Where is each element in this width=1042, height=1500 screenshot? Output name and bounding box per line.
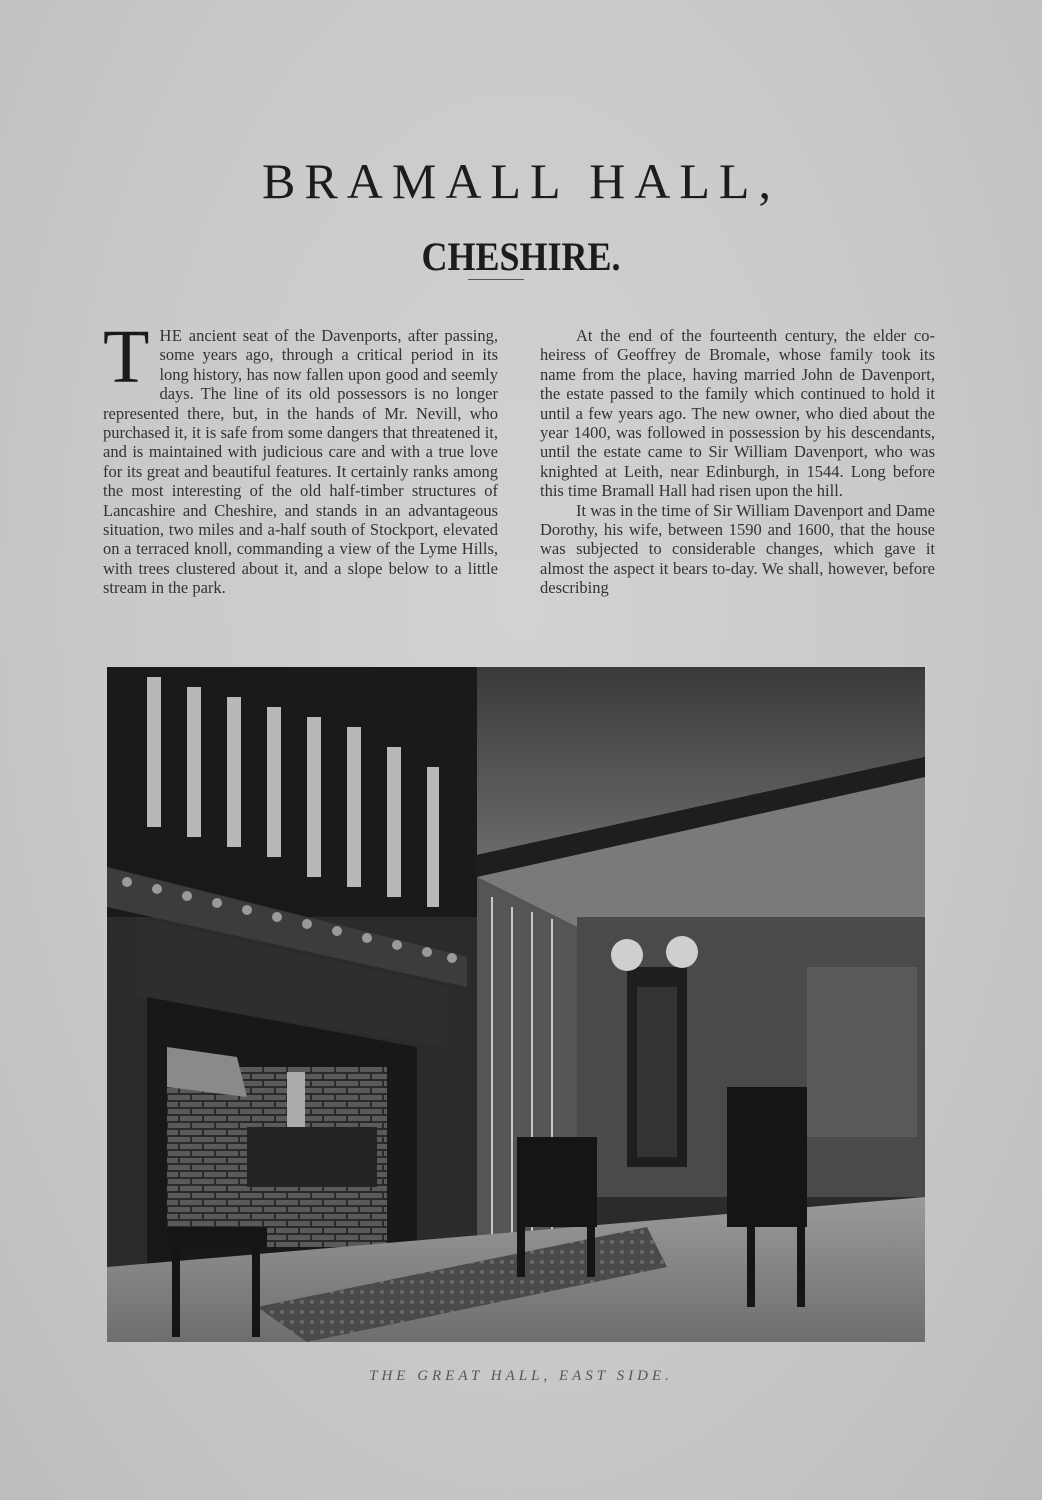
great-hall-photograph xyxy=(107,667,925,1342)
page-subtitle: CHESHIRE. xyxy=(421,234,621,280)
figure-caption: THE GREAT HALL, EAST SIDE. xyxy=(369,1368,673,1384)
article-paragraph: It was in the time of Sir William Davenport and Dame Dorothy, his wife, between 1590 and 1600, that the house was subjected to considerable changes, which gave it almost the aspect it bears to-day. We shall, however, before describing xyxy=(540,500,935,598)
paragraph-text: ancient seat of the Davenports, after passing, some years ago, through a critical period in its long history, has now fallen upon good and seemly days. The line of its old possessors is no longer represented there, but, in the hands of Mr. Nevill, who purchased it, it is safe from some dangers that threatened it, and is maintained with judicious care and with a true love for its great and beautiful features. It certainly ranks among the most interesting of the old half-timber structures of Lancashire and Cheshire, and stands in an advantageous situation, two miles and a-half south of Stockport, elevated on a terraced knoll, commanding a view of the Lyme Hills, with trees clustered about it, and a slope below to a little stream in the park. xyxy=(103,326,498,598)
drop-cap: T xyxy=(103,315,150,399)
article-column-left xyxy=(103,315,498,598)
title-divider xyxy=(468,279,524,280)
page-title: BRAMALL HALL, xyxy=(262,152,780,209)
lead-in: HE xyxy=(159,326,183,345)
article-column-right xyxy=(540,326,935,598)
article-paragraph xyxy=(103,315,498,598)
photo-illustration xyxy=(107,667,925,1342)
article-paragraph: At the end of the fourteenth century, the elder co-heiress of Geoffrey de Bromale, whose family took its name from the place, having married John de Davenport, the estate passed to the family which continued to hold it until a few years ago. The new owner, who died about the year 1400, was followed in possession by his descendants, until the estate came to Sir William Davenport, who was knighted at Leith, near Edinburgh, in 1544. Long before this time Bramall Hall had risen upon the hill. xyxy=(540,326,935,501)
